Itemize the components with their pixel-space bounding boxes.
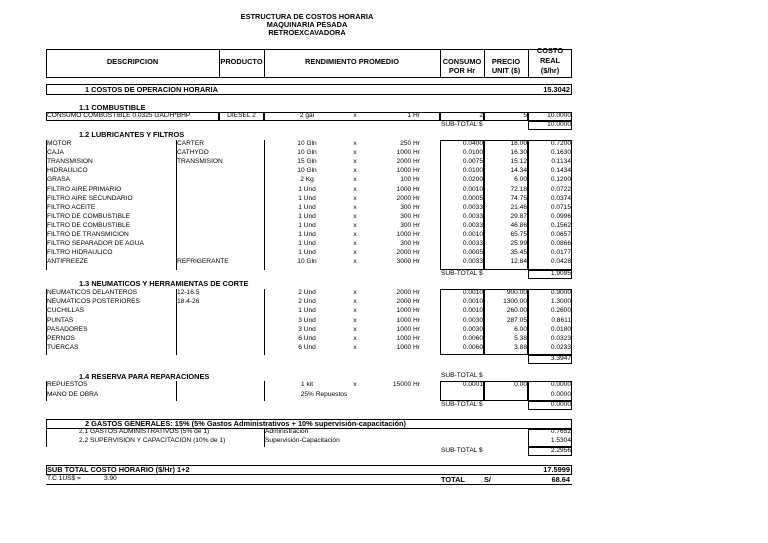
combustible-subtotal: 10.0000 xyxy=(547,121,571,128)
lubricante-row-qty: 10 Gln xyxy=(297,167,317,175)
neumatico-row-costo: 0.0180 xyxy=(550,325,571,333)
lubricante-row-costo: 0.1200 xyxy=(550,176,571,184)
reserva-subtotal-label-top: SUB-TOTAL $ xyxy=(441,372,483,379)
title-line-2: MAQUINARIA PESADA xyxy=(266,20,348,29)
lubricante-row-consumo: 0.0033 xyxy=(462,258,483,266)
neumatico-row-qty: 3 Und xyxy=(298,316,316,324)
lubricante-row-qty: 1 Und xyxy=(298,185,316,193)
neumatico-row-desc: TUERCAS xyxy=(47,344,79,352)
lubricante-row-desc: GRASA xyxy=(47,176,71,184)
combustible-subtotal-label: SUB-TOTAL $ xyxy=(441,121,483,128)
lubricantes-subtotal: 1.9095 xyxy=(550,270,571,277)
combustible-per: 1 Hr xyxy=(407,112,420,119)
gastos-row2-desc: 2.2 SUPERVISION Y CAPACITACION (10% de 1) xyxy=(79,437,226,444)
header-descripcion: DESCRIPCION xyxy=(106,57,159,66)
combustible-consumo: 2 xyxy=(479,112,483,119)
neumatico-row-qty: 2 Und xyxy=(298,289,316,296)
neumatico-row-qty: 3 Und xyxy=(298,325,316,333)
total-label: TOTAL xyxy=(441,475,465,484)
lubricante-row-precio: 16.30 xyxy=(510,149,527,157)
lubricante-row-precio: 74.75 xyxy=(510,194,527,202)
lubricante-row-desc: TRANSMISION xyxy=(47,158,93,166)
mano-obra-note: 25% Repuestos xyxy=(300,391,348,398)
neumatico-row-x: x xyxy=(353,344,357,352)
neumaticos-subtotal: 3.3947 xyxy=(550,355,571,362)
neumatico-row-costo: 0.8611 xyxy=(551,316,571,324)
neumatico-row-x: x xyxy=(353,325,357,333)
header-costo-1: COSTO xyxy=(536,46,564,55)
neumatico-row-precio: 260.00 xyxy=(506,307,527,315)
gastos-row1-desc: 2.1 GASTOS ADMINISTRATIVOS (5% de 1) xyxy=(79,428,210,435)
repuestos-desc: REPUESTOS xyxy=(47,381,88,388)
lubricante-row-precio: 65.75 xyxy=(510,231,527,238)
neumatico-row-precio: 1300.00 xyxy=(503,298,527,306)
lubricante-row-desc: FILTRO HIDRAULICO xyxy=(47,249,113,257)
neumatico-row-per: 2000 Hr xyxy=(396,289,420,296)
lubricante-row-x: x xyxy=(353,167,357,175)
neumatico-row-costo: 0.2600 xyxy=(550,307,571,315)
lubricante-row-costo: 0.0657 xyxy=(550,231,571,238)
neumatico-row-consumo: 0.0060 xyxy=(462,344,483,352)
lubricante-row-prod: REFRIGERANTE xyxy=(177,258,229,266)
repuestos-per: 15000 Hr xyxy=(392,381,420,388)
lubricante-row-qty: 1 Und xyxy=(298,212,316,220)
lubricante-row-qty: 2 Kg xyxy=(300,176,314,184)
neumaticos-label: 1.3 NEUMATICOS Y HERRAMIENTAS DE CORTE xyxy=(79,279,249,288)
lubricante-row-qty: 1 Und xyxy=(298,221,316,229)
lubricante-row-per: 250 Hr xyxy=(400,140,420,147)
lubricante-row-prod: CARTER xyxy=(177,140,204,147)
lubricante-row-desc: FILTRO DE COMBUSTIBLE xyxy=(47,212,131,220)
lubricante-row-desc: MOTOR xyxy=(47,140,72,147)
neumatico-row-costo: 0.0233 xyxy=(550,344,571,352)
repuestos-consumo: 0.0001 xyxy=(462,381,483,388)
lubricante-row-precio: 18.00 xyxy=(510,140,527,147)
lubricante-row-per: 100 Hr xyxy=(400,176,420,184)
gastos-row2-costo: 1.5304 xyxy=(550,437,571,444)
header-precio-2: UNIT ($) xyxy=(491,66,521,75)
neumatico-row-per: 2000 Hr xyxy=(396,298,420,306)
total-value: 68.64 xyxy=(551,475,570,484)
section-1-label: 1 COSTOS DE OPERACION HORARIA xyxy=(85,85,218,94)
header-producto: PRODUCTO xyxy=(220,57,263,66)
lubricante-row-x: x xyxy=(353,221,357,229)
header-rendimiento: RENDIMIENTO PROMEDIO xyxy=(305,57,399,66)
lubricante-row-consumo: 0.0100 xyxy=(462,149,483,157)
neumatico-row-desc: NEUMATICOS DELANTEROS xyxy=(47,289,138,296)
neumatico-row-consumo: 0.0030 xyxy=(462,325,483,333)
lubricante-row-desc: CAJA xyxy=(47,149,64,157)
neumatico-row-x: x xyxy=(353,289,357,296)
combustible-desc: CONSUMO COMBUSTIBLE 0.0325 GAL/H*BHP xyxy=(47,112,191,119)
lubricante-row-desc: ANTIFREEZE xyxy=(47,258,89,266)
gastos-row1-costo: 0.7652 xyxy=(550,428,571,435)
header-consumo-2: POR Hr xyxy=(448,66,476,75)
neumatico-row-desc: CUCHILLAS xyxy=(47,307,85,315)
title-line-3: RETROEXCAVADORA xyxy=(268,28,346,37)
lubricantes-label: 1.2 LUBRICANTES Y FILTROS xyxy=(79,130,185,139)
reserva-subtotal: 0.0000 xyxy=(550,401,571,408)
neumatico-row-consumo: 0.0010 xyxy=(462,307,483,315)
neumatico-row-qty: 6 Und xyxy=(298,344,316,352)
neumatico-row-qty: 6 Und xyxy=(298,335,316,342)
combustible-label: 1.1 COMBUSTIBLE xyxy=(79,103,146,112)
lubricante-row-qty: 1 Und xyxy=(298,240,316,248)
mano-obra-costo: 0.0000 xyxy=(550,391,571,398)
lubricante-row-qty: 1 Und xyxy=(298,249,316,257)
lubricante-row-x: x xyxy=(353,212,357,220)
lubricante-row-per: 2000 Hr xyxy=(396,249,420,257)
lubricante-row-per: 300 Hr xyxy=(400,212,420,220)
lubricante-row-per: 300 Hr xyxy=(400,240,420,248)
lubricante-row-costo: 0.7200 xyxy=(550,140,571,147)
title-line-1: ESTRUCTURA DE COSTOS HORARIA xyxy=(240,12,374,21)
reserva-label: 1.4 RESERVA PARA REPARACIONES xyxy=(79,372,210,381)
lubricante-row-desc: FILTRO AIRE PRIMARIO xyxy=(47,185,122,193)
neumatico-row-precio: 287.05 xyxy=(506,316,527,324)
repuestos-qty: 1 kit xyxy=(300,381,314,388)
lubricante-row-consumo: 0.0033 xyxy=(462,221,483,229)
neumatico-row-qty: 1 Und xyxy=(298,307,316,315)
total-currency: S/ xyxy=(484,475,491,484)
lubricante-row-precio: 12.84 xyxy=(510,258,527,266)
header-costo-2: REAL xyxy=(539,56,561,65)
lubricante-row-per: 3000 Hr xyxy=(396,258,420,266)
footer-subtotal: 17.5999 xyxy=(543,465,570,474)
lubricante-row-consumo: 0.0033 xyxy=(462,212,483,220)
lubricante-row-prod: CATHYDO xyxy=(177,149,209,157)
lubricante-row-precio: 21.46 xyxy=(510,203,527,211)
lubricante-row-qty: 10 Gln xyxy=(297,258,317,266)
lubricante-row-qty: 10 Gln xyxy=(297,149,317,157)
lubricante-row-per: 300 Hr xyxy=(400,203,420,211)
neumatico-row-desc: PASADORES xyxy=(47,325,88,333)
gastos-row1-prod: Administración xyxy=(265,428,309,435)
lubricante-row-x: x xyxy=(353,249,357,257)
lubricante-row-desc: FILTRO DE COMBUSTIBLE xyxy=(47,221,131,229)
lubricante-row-costo: 0.1562 xyxy=(550,221,571,229)
lubricante-row-consumo: 0.0005 xyxy=(462,194,483,202)
neumatico-row-x: x xyxy=(353,316,357,324)
lubricante-row-costo: 0.0715 xyxy=(550,203,571,211)
tc-label: T.C 1US$ = xyxy=(47,475,81,482)
lubricante-row-x: x xyxy=(353,140,357,147)
lubricante-row-consumo: 0.0400 xyxy=(462,140,483,147)
lubricante-row-precio: 35.45 xyxy=(510,249,527,257)
lubricante-row-costo: 0.0177 xyxy=(550,249,571,257)
lubricante-row-consumo: 0.0075 xyxy=(462,158,483,166)
neumatico-row-x: x xyxy=(353,335,357,342)
lubricante-row-desc: HIDRAULICO xyxy=(47,167,88,175)
lubricante-row-per: 2000 Hr xyxy=(396,158,420,166)
combustible-qty: 2 gal xyxy=(299,112,315,119)
neumatico-row-per: 1000 Hr xyxy=(396,344,420,352)
lubricante-row-costo: 0.0428 xyxy=(550,258,571,266)
lubricante-row-costo: 0.0996 xyxy=(550,212,571,220)
tc-value: 3.90 xyxy=(104,475,117,482)
neumatico-row-desc: PUNTAS xyxy=(47,316,74,324)
neumatico-row-consumo: 0.0010 xyxy=(462,289,483,296)
lubricante-row-consumo: 0.0010 xyxy=(462,185,483,193)
header-precio-1: PRECIO xyxy=(491,57,521,66)
neumatico-row-consumo: 0.0010 xyxy=(462,298,483,306)
lubricante-row-consumo: 0.0200 xyxy=(462,176,483,184)
neumatico-row-consumo: 0.0060 xyxy=(462,335,483,342)
lubricante-row-per: 1000 Hr xyxy=(396,231,420,238)
neumatico-row-costo: 0.9000 xyxy=(550,289,571,296)
neumatico-row-x: x xyxy=(353,307,357,315)
lubricante-row-qty: 1 Und xyxy=(298,203,316,211)
lubricante-row-precio: 72.18 xyxy=(510,185,527,193)
lubricante-row-qty: 1 Und xyxy=(298,231,316,238)
neumatico-row-per: 1000 Hr xyxy=(396,325,420,333)
neumatico-row-per: 1000 Hr xyxy=(396,335,420,342)
lubricante-row-costo: 0.0866 xyxy=(550,240,571,248)
combustible-costo: 10.0000 xyxy=(547,112,571,119)
lubricante-row-per: 300 Hr xyxy=(400,221,420,229)
repuestos-costo: 0.0000 xyxy=(550,381,571,388)
neumatico-row-prod: 18.4-26 xyxy=(177,298,200,306)
lubricante-row-x: x xyxy=(353,176,357,184)
combustible-precio: 5 xyxy=(523,112,527,119)
lubricante-row-x: x xyxy=(353,149,357,157)
lubricante-row-precio: 25.99 xyxy=(510,240,527,248)
mano-obra-desc: MANO DE OBRA xyxy=(47,391,99,398)
lubricante-row-per: 1000 Hr xyxy=(396,167,420,175)
neumatico-row-costo: 0.0323 xyxy=(550,335,571,342)
lubricante-row-x: x xyxy=(353,185,357,193)
lubricante-row-desc: FILTRO AIRE SECUNDARIO xyxy=(47,194,133,202)
lubricante-row-costo: 0.0722 xyxy=(550,185,571,193)
lubricante-row-qty: 1 Und xyxy=(298,194,316,202)
lubricante-row-costo: 0.1630 xyxy=(550,149,571,157)
neumatico-row-x: x xyxy=(353,298,357,306)
lubricante-row-x: x xyxy=(353,258,357,266)
neumatico-row-qty: 2 Und xyxy=(298,298,316,306)
lubricante-row-costo: 0.1434 xyxy=(550,167,571,175)
lubricante-row-x: x xyxy=(353,194,357,202)
header-consumo-1: CONSUMO xyxy=(442,57,482,66)
lubricante-row-per: 1000 Hr xyxy=(396,149,420,157)
lubricante-row-prod: TRANSMISION xyxy=(177,158,223,166)
gastos-subtotal: 2.2956 xyxy=(550,447,571,454)
lubricante-row-per: 1000 Hr xyxy=(396,185,420,193)
lubricante-row-precio: 6.00 xyxy=(514,176,527,184)
lubricante-row-precio: 14.34 xyxy=(510,167,527,175)
neumatico-row-desc: NEUMATICOS POSTERIORES xyxy=(47,298,140,306)
gastos-row2-prod: Supervisión-Capacitación xyxy=(265,437,340,444)
footer-subtotal-label: SUB TOTAL COSTO HORARIO ($/Hr) 1+2 xyxy=(47,465,190,474)
neumatico-row-per: 1000 Hr xyxy=(396,307,420,315)
lubricante-row-consumo: 0.0005 xyxy=(462,249,483,257)
repuestos-x: x xyxy=(353,381,357,388)
lubricante-row-x: x xyxy=(353,231,357,238)
neumatico-row-desc: PERNOS xyxy=(47,335,75,342)
lubricante-row-consumo: 0.0033 xyxy=(462,240,483,248)
lubricante-row-desc: FILTRO SEPARADOR DE AGUA xyxy=(47,240,144,248)
lubricante-row-x: x xyxy=(353,158,357,166)
lubricante-row-consumo: 0.0010 xyxy=(462,231,483,238)
section-1-total: 15.3042 xyxy=(543,85,570,94)
neumatico-row-consumo: 0.0030 xyxy=(462,316,483,324)
lubricante-row-desc: FILTRO DE TRANSMICION xyxy=(47,231,129,238)
neumatico-row-precio: 6.00 xyxy=(514,325,527,333)
neumatico-row-prod: 12-16.5 xyxy=(177,289,200,296)
lubricante-row-desc: FILTRO ACEITE xyxy=(47,203,96,211)
repuestos-precio: 0.00 xyxy=(514,381,527,388)
lubricante-row-qty: 15 Gln xyxy=(297,158,317,166)
lubricante-row-x: x xyxy=(353,240,357,248)
neumatico-row-precio: 3.88 xyxy=(514,344,527,352)
reserva-subtotal-label: SUB-TOTAL $ xyxy=(441,401,483,408)
neumatico-row-precio: 900.00 xyxy=(506,289,527,296)
combustible-producto: DIESEL 2 xyxy=(227,112,256,119)
neumatico-row-costo: 1.3000 xyxy=(550,298,571,306)
lubricante-row-x: x xyxy=(353,203,357,211)
gastos-label: 2 GASTOS GENERALES: 15% (5% Gastos Administrativos + 10% supervisión-capacitación) xyxy=(85,419,406,428)
neumatico-row-per: 1000 Hr xyxy=(396,316,420,324)
lubricante-row-per: 2000 Hr xyxy=(396,194,420,202)
lubricante-row-qty: 10 Gln xyxy=(297,140,317,147)
lubricante-row-consumo: 0.0100 xyxy=(462,167,483,175)
lubricante-row-costo: 0.1134 xyxy=(551,158,571,166)
lubricante-row-precio: 15.12 xyxy=(510,158,527,166)
lubricantes-subtotal-label: SUB-TOTAL $ xyxy=(441,270,483,277)
header-costo-3: ($/hr) xyxy=(540,66,560,75)
combustible-x: x xyxy=(353,112,357,119)
neumatico-row-precio: 5.38 xyxy=(514,335,527,342)
gastos-subtotal-label: SUB-TOTAL $ xyxy=(441,447,483,454)
lubricante-row-precio: 46.86 xyxy=(510,221,527,229)
lubricante-row-costo: 0.0374 xyxy=(550,194,571,202)
lubricante-row-consumo: 0.0033 xyxy=(462,203,483,211)
lubricante-row-precio: 29.87 xyxy=(510,212,527,220)
